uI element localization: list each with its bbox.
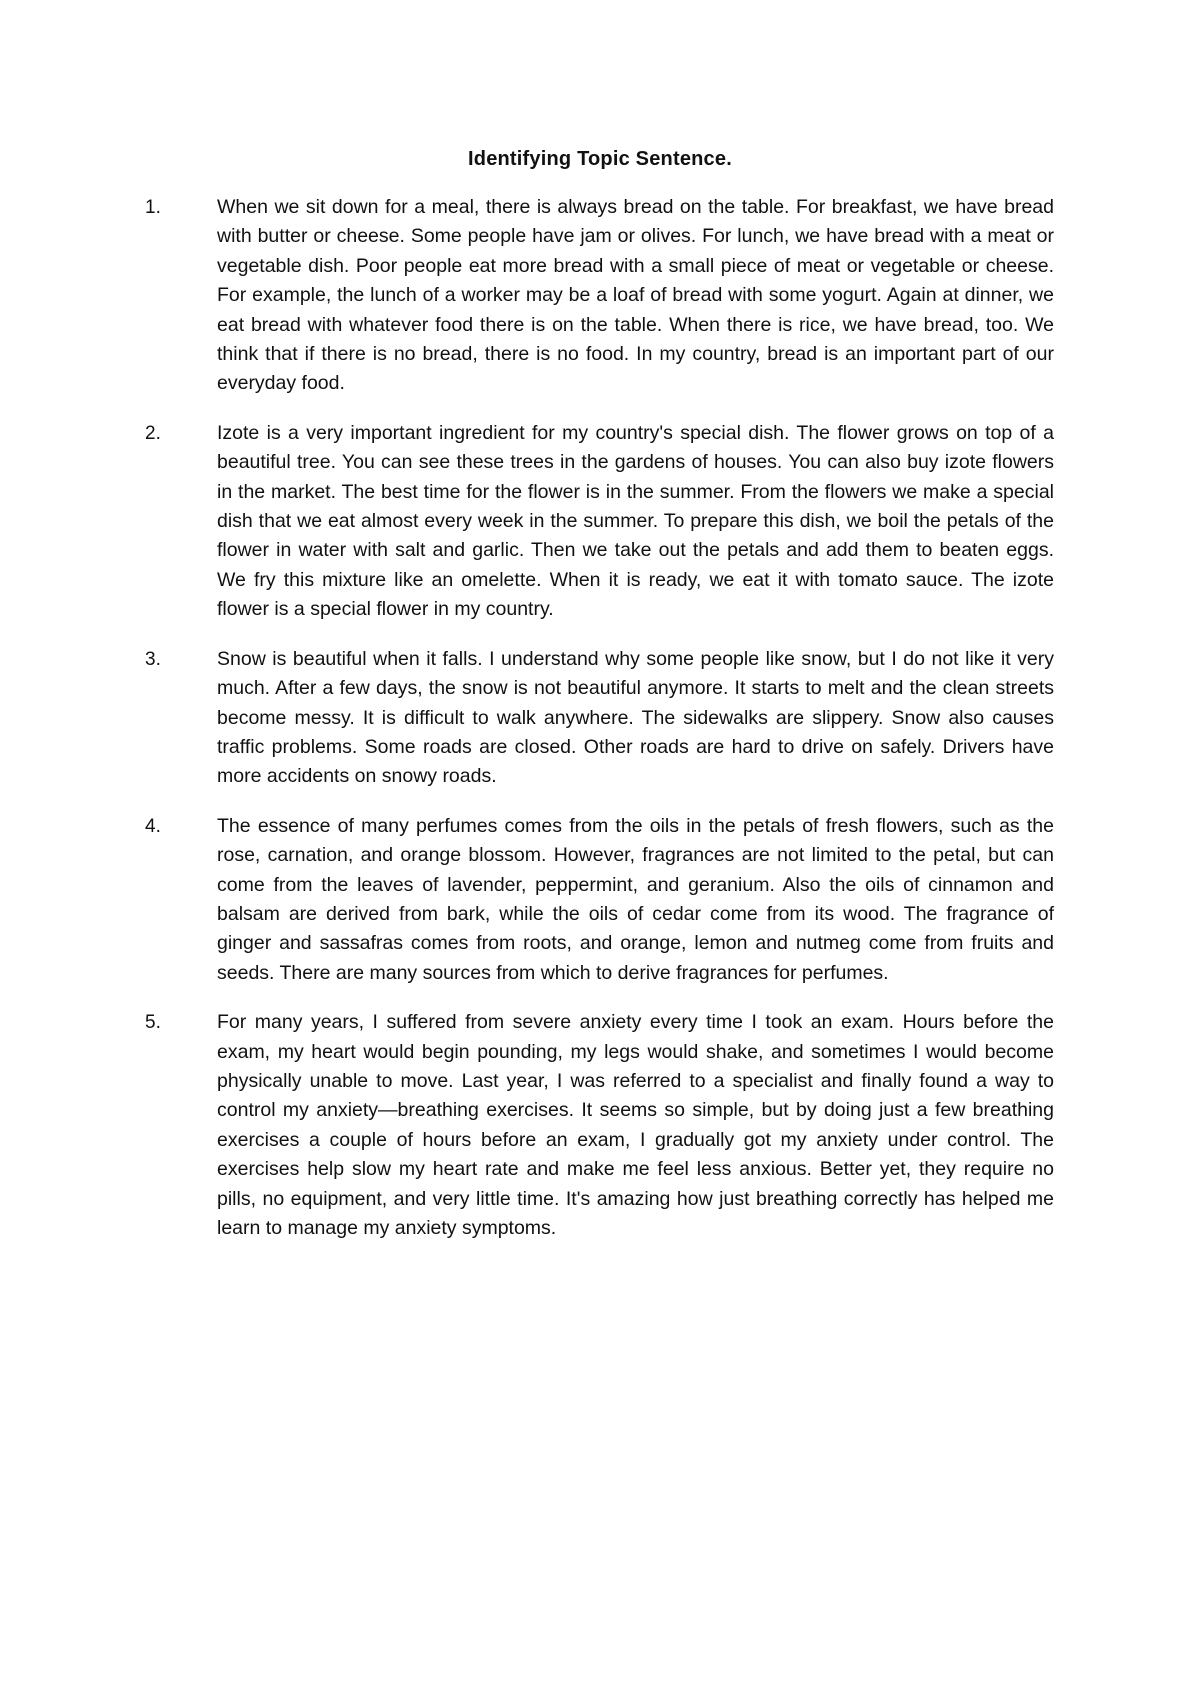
item-number: 1. [145,197,161,218]
list-item-3 [145,645,1055,792]
document-title: Identifying Topic Sentence. [468,148,732,170]
paragraph-text: When we sit down for a meal, there is always bread on the table. For breakfast, we have bread with butter or cheese. Some people have jam or olives. For lunch, we have bread with a meat or vegetable dish. Poor people eat more bread with a small piece of meat or vegetable or cheese. For example, the lunch of a worker may be a loaf of bread with some yogurt. Again at dinner, we eat bread with whatever food there is on the table. When there is rice, we have bread, too. We think that if there is no bread, there is no food. In my country, bread is an important part of our everyday food. [217,196,1054,395]
item-number: 3. [145,648,161,670]
list-item-2 [145,419,1055,625]
item-number: 2. [145,422,161,444]
list-item-4 [145,812,1055,988]
paragraph-text: For many years, I suffered from severe anxiety every time I took an exam. Hours before the exam, my heart would begin pounding, my legs would shake, and sometimes I would become physically unable to move. Last year, I was referred to a specialist and finally found a way to control my anxiety—breathing exercises. It seems so simple, but by doing just a few breathing exercises a couple of hours before an exam, I gradually got my anxiety under control. The exercises help slow my heart rate and make me feel less anxious. Better yet, they require no pills, no equipment, and very little time. It's amazing how just breathing correctly has helped me learn to manage my anxiety symptoms. [217,1011,1054,1239]
paragraph-text: Snow is beautiful when it falls. I understand why some people like snow, but I do not like it very much. After a few days, the snow is not beautiful anymore. It starts to melt and the clean streets become messy. It is difficult to walk anywhere. The sidewalks are slippery. Snow also causes traffic problems. Some roads are closed. Other roads are hard to drive on safely. Drivers have more accidents on snowy roads. [217,647,1054,788]
paragraph-text: Izote is a very important ingredient for my country's special dish. The flower grows on top of a beautiful tree. You can see these trees in the gardens of houses. You can also buy izote flowers in the market. The best time for the flower is in the summer. From the flowers we make a special dish that we eat almost every week in the summer. To prepare this dish, we boil the petals of the flower in water with salt and garlic. Then we take out the petals and add them to beaten eggs. We fry this mixture like an omelette. When it is ready, we eat it with tomato sauce. The izote flower is a special flower in my country. [217,421,1054,621]
list-item-1 [145,193,1055,399]
paragraph-list [145,193,1055,1263]
paragraph-text: The essence of many perfumes comes from the oils in the petals of fresh flowers, such as the rose, carnation, and orange blossom. However, fragrances are not limited to the petal, but can come from the leaves of lavender, peppermint, and geranium. Also the oils of cinnamon and balsam are derived from bark, while the oils of cedar come from its wood. The fragrance of ginger and sassafras comes from roots, and orange, lemon and nutmeg come from fruits and seeds. There are many sources from which to derive fragrances for perfumes. [217,814,1054,984]
item-number: 4. [145,815,161,837]
list-item-5 [145,1008,1055,1243]
item-number: 5. [145,1012,161,1034]
